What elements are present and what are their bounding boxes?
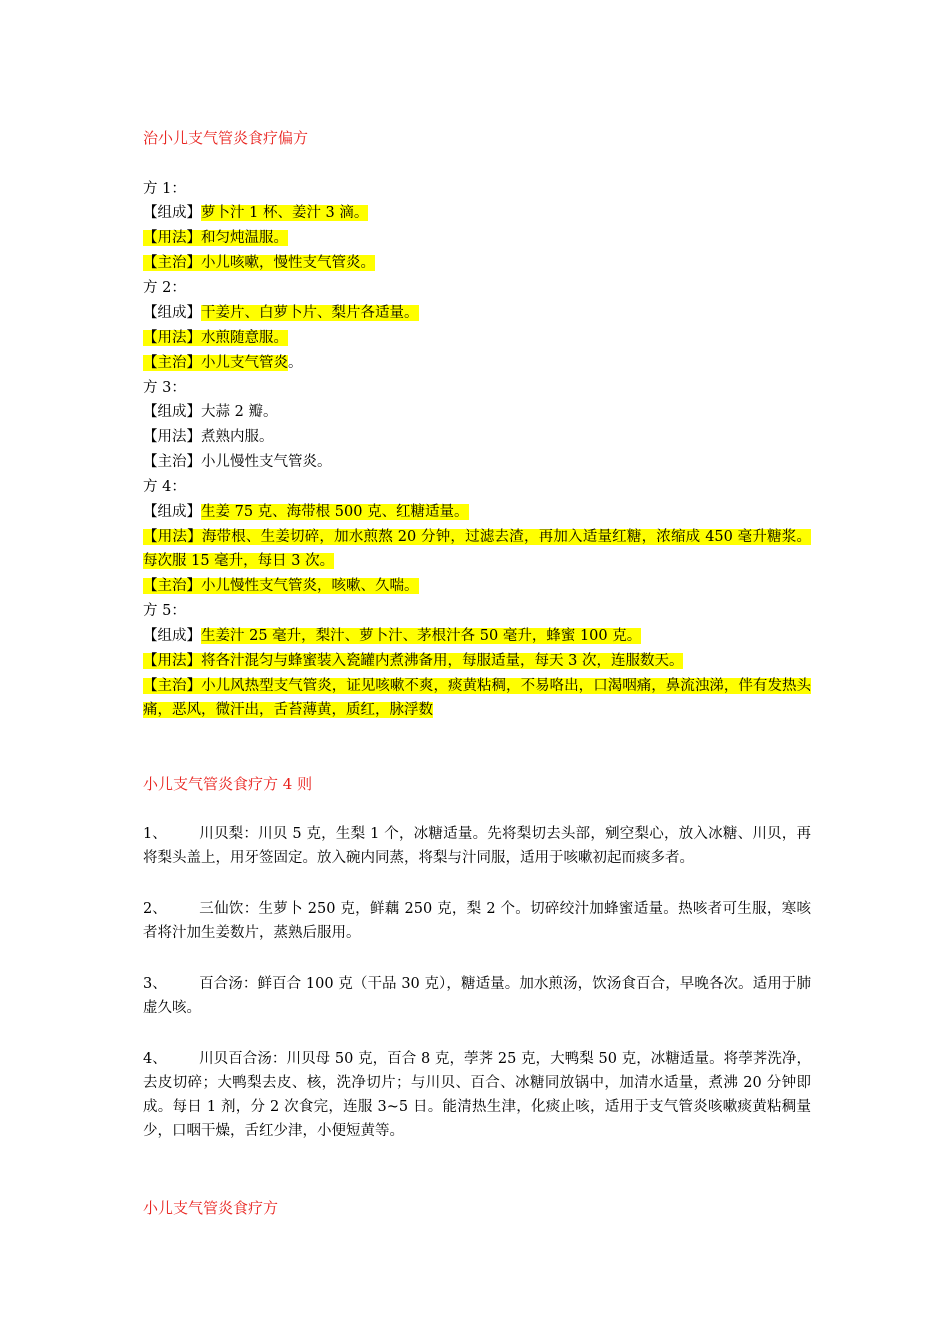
label: 【用法】 xyxy=(143,529,202,545)
label: 【用法】 xyxy=(143,330,201,346)
label: 【用法】 xyxy=(143,653,201,669)
recipe-3-usage xyxy=(143,425,274,449)
recipe-2-usage xyxy=(143,326,288,350)
list-item xyxy=(143,822,811,870)
recipe-5-usage xyxy=(143,649,683,673)
recipe-1-head: 方 1： xyxy=(143,181,186,197)
usage-text: 水煎随意服。 xyxy=(201,330,288,346)
label: 【主治】 xyxy=(143,454,201,470)
recipe-5-indication xyxy=(143,674,811,722)
item-text: 百合汤：鲜百合 100 克（干品 30 克），糖适量。加水煎汤，饮汤食百合，早晚各次。适用于肺虚久咳。 xyxy=(143,976,811,1016)
item-number: 1、 xyxy=(143,826,167,842)
label: 【主治】 xyxy=(143,578,201,594)
recipe-3-head: 方 3： xyxy=(143,380,186,396)
indication-text: 小儿咳嗽，慢性支气管炎。 xyxy=(201,255,375,271)
label: 【主治】 xyxy=(143,255,201,271)
section-title-2: 小儿支气管炎食疗方 4 则 xyxy=(143,775,313,793)
item-number: 2、 xyxy=(143,901,167,917)
recipe-2-indication xyxy=(143,351,303,375)
list-item xyxy=(143,972,811,1020)
item-text: 川贝梨：川贝 5 克，生梨 1 个，冰糖适量。先将梨切去头部，剜空梨心，放入冰糖、川贝，再将梨头盖上，用牙签固定。放入碗内同蒸，将梨与汁同服，适用于咳嗽初起而痰多者。 xyxy=(143,826,811,866)
list-item xyxy=(143,1047,811,1143)
item-text: 川贝百合汤：川贝母 50 克，百合 8 克，荸荠 25 克，大鸭梨 50 克，冰糖适量。将荸荠洗净，去皮切碎；大鸭梨去皮、核，洗净切片；与川贝、百合、冰糖同放锅中，加清水适量，煮沸 20 分钟即成。每日 1 剂，分 2 次食完，连服 3~5 日。能清热生津，化痰止咳，适用于支气管炎咳嗽痰黄粘稠量少，口咽干燥，舌红少津，小便短黄等。 xyxy=(143,1051,811,1139)
label: 【组成】 xyxy=(143,404,201,420)
usage-text: 煮熟内服。 xyxy=(201,429,274,445)
composition-text: 生姜 75 克、海带根 500 克、红糖适量。 xyxy=(201,504,469,520)
recipe-2-composition xyxy=(143,301,419,325)
recipe-2-head: 方 2： xyxy=(143,280,186,296)
composition-text: 萝卜汁 1 杯、姜汁 3 滴。 xyxy=(201,205,369,221)
recipe-3-indication xyxy=(143,450,332,474)
recipe-4-usage xyxy=(143,525,811,573)
label: 【主治】 xyxy=(143,355,201,371)
usage-text: 将各汁混匀与蜂蜜装入瓷罐内煮沸备用，每服适量，每天 3 次，连服数天。 xyxy=(201,653,684,669)
label: 【组成】 xyxy=(143,205,201,221)
recipe-5-composition xyxy=(143,624,641,648)
item-number: 4、 xyxy=(143,1051,167,1067)
indication-text: 小儿风热型支气管炎，证见咳嗽不爽，痰黄粘稠，不易咯出，口渴咽痛，鼻流浊涕，伴有发热头痛，恶风，微汗出，舌苔薄黄，质红，脉浮数 xyxy=(143,678,812,718)
indication-text: 小儿慢性支气管炎。 xyxy=(201,454,332,470)
indication-text: 小儿支气管炎 xyxy=(201,355,288,371)
usage-text: 海带根、生姜切碎，加水煎熬 20 分钟，过滤去渣，再加入适量红糖，浓缩成 450 毫升糖浆。每次服 15 毫升，每日 3 次。 xyxy=(143,529,811,569)
item-text: 三仙饮：生萝卜 250 克，鲜藕 250 克，梨 2 个。切碎绞汁加蜂蜜适量。热咳者可生服，寒咳者将汁加生姜数片，蒸熟后服用。 xyxy=(143,901,811,941)
recipe-4-composition xyxy=(143,500,469,524)
recipe-4-indication xyxy=(143,574,419,598)
usage-text: 和匀炖温服。 xyxy=(201,230,288,246)
section-title-3: 小儿支气管炎食疗方 xyxy=(143,1199,279,1217)
recipe-4-head: 方 4： xyxy=(143,479,186,495)
label: 【主治】 xyxy=(143,678,202,694)
label: 【用法】 xyxy=(143,429,201,445)
label: 【组成】 xyxy=(143,504,201,520)
recipe-3-composition xyxy=(143,400,277,424)
label: 【组成】 xyxy=(143,305,201,321)
recipe-1-usage xyxy=(143,226,288,250)
indication-text: 小儿慢性支气管炎，咳嗽、久喘。 xyxy=(201,578,419,594)
composition-text: 大蒜 2 瓣。 xyxy=(201,404,278,420)
composition-text: 干姜片、白萝卜片、梨片各适量。 xyxy=(201,305,419,321)
recipe-1-indication xyxy=(143,251,375,275)
section-title-1: 治小儿支气管炎食疗偏方 xyxy=(143,129,309,147)
indication-tail: 。 xyxy=(288,355,303,371)
label: 【用法】 xyxy=(143,230,201,246)
recipe-5-head: 方 5： xyxy=(143,603,186,619)
list-item xyxy=(143,897,811,945)
label: 【组成】 xyxy=(143,628,201,644)
composition-text: 生姜汁 25 毫升，梨汁、萝卜汁、茅根汁各 50 毫升，蜂蜜 100 克。 xyxy=(201,628,642,644)
item-number: 3、 xyxy=(143,976,167,992)
recipe-1-composition xyxy=(143,201,368,225)
